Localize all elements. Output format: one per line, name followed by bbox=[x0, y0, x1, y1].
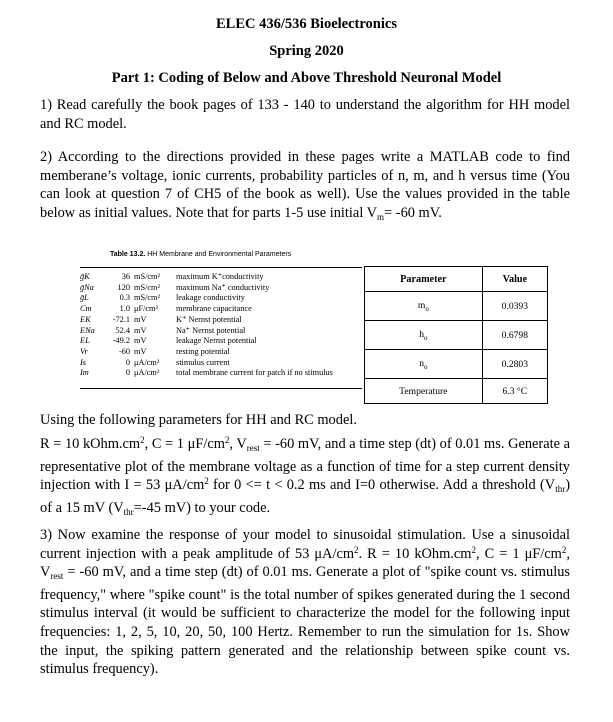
unit-cell: mV bbox=[134, 346, 147, 356]
unit-cell: mS/cm² bbox=[134, 293, 160, 303]
symbol-cell: ENa bbox=[80, 325, 95, 335]
book-table-caption: Table 13.2. HH Membrane and Environmental Parameters bbox=[110, 251, 292, 258]
value-cell: 36 bbox=[121, 272, 130, 281]
table-row bbox=[80, 272, 333, 283]
table-row: Temperature 6.3 °C bbox=[365, 379, 548, 404]
table-row bbox=[80, 315, 333, 326]
symbol-cell: Is bbox=[80, 357, 86, 367]
question-1: 1) Read carefully the book pages of 133 - 140 to understand the algorithm for HH model and RC model. bbox=[40, 97, 570, 132]
part-title: Part 1: Coding of Below and Above Threshold Neuronal Model bbox=[111, 70, 502, 86]
description-cell: maximum Na⁺ conductivity bbox=[176, 282, 270, 292]
term-title: Spring 2020 bbox=[269, 43, 344, 59]
unit-cell: mS/cm² bbox=[134, 282, 160, 292]
value-cell: 1.0 bbox=[119, 304, 130, 314]
table-row: $m_o$ 0.0393 bbox=[365, 292, 548, 321]
hh-parameter-table bbox=[80, 272, 333, 379]
description-cell: maximum K⁺conductivity bbox=[176, 272, 264, 281]
table-rule-top bbox=[80, 267, 362, 268]
header-parameter: Parameter bbox=[365, 267, 483, 292]
table-row: $h_o$ 0.6798 bbox=[365, 321, 548, 350]
symbol-cell: Vr bbox=[80, 346, 88, 356]
unit-cell: mV bbox=[134, 325, 147, 335]
unit-cell: μF/cm² bbox=[134, 304, 158, 314]
table-row bbox=[80, 293, 333, 304]
table-row: $n_o$ 0.2803 bbox=[365, 350, 548, 379]
description-cell: leakage Nernst potential bbox=[176, 336, 257, 346]
value-cell: -49.2 bbox=[112, 336, 130, 346]
table-row bbox=[80, 304, 333, 315]
table-header-row bbox=[365, 267, 548, 292]
description-cell: Na⁺ Nernst potential bbox=[176, 325, 246, 335]
unit-cell: mV bbox=[134, 314, 147, 324]
unit-cell: μA/cm² bbox=[134, 357, 160, 367]
question-3: 3) Now examine the response of your model to sinusoidal stimulation. Use a sinusoidal current injection with a peak amplitude of 53 $\mu A/cm^2$. R = 10 $kOhm.cm^2$, C = 1 $\mu F/cm^2$, $V_{rest} = -60$ mV, and a time step (dt) of 0.01 ms. Generate a plot of "spike count vs. stimulus frequency," where "spike count" is the total number of spikes generated during the 1 second stimulus interval (it would be sufficient to characterize the model for the following input frequencies: 1, 2, 5, 10, 20, 50, 100 Hertz. Remember to run the simulation for 1s. Show the input, the spiking pattern generated and the relationship between spike count vs. stimulus frequency). bbox=[40, 527, 570, 678]
description-cell: membrane capacitance bbox=[176, 304, 252, 314]
initial-values-table bbox=[364, 266, 548, 404]
value-cell: 0.3 bbox=[119, 293, 130, 303]
value-cell: 0 bbox=[125, 368, 130, 378]
symbol-cell: ḡL bbox=[80, 293, 89, 303]
symbol-cell: EL bbox=[80, 336, 90, 346]
table-row bbox=[80, 358, 333, 369]
value-cell: 120 bbox=[117, 282, 130, 292]
value-cell: 0 bbox=[125, 357, 130, 367]
description-cell: K⁺ Nernst potential bbox=[176, 314, 242, 324]
description-cell: leakage conductivity bbox=[176, 293, 245, 303]
parameters-intro: Using the following parameters for HH and RC model. bbox=[40, 412, 357, 428]
symbol-cell: Im bbox=[80, 368, 89, 378]
table-row bbox=[80, 326, 333, 337]
table-row bbox=[80, 347, 333, 358]
table-rule-bottom bbox=[80, 388, 362, 389]
value-cell: 52.4 bbox=[115, 325, 130, 335]
table-row bbox=[80, 283, 333, 294]
symbol-cell: ḡNa bbox=[80, 282, 94, 292]
table-row bbox=[80, 368, 333, 379]
value-cell: -60 bbox=[118, 346, 130, 356]
description-cell: resting potential bbox=[176, 346, 230, 356]
symbol-cell: Cm bbox=[80, 304, 92, 314]
unit-cell: mS/cm² bbox=[134, 272, 160, 281]
description-cell: stimulus current bbox=[176, 357, 230, 367]
course-title: ELEC 436/536 Bioelectronics bbox=[216, 16, 397, 32]
unit-cell: μA/cm² bbox=[134, 368, 160, 378]
description-cell: total membrane current for patch if no stimulus bbox=[176, 368, 333, 378]
unit-cell: mV bbox=[134, 336, 147, 346]
value-cell: -72.1 bbox=[112, 314, 130, 324]
parameters-paragraph: R = 10 $kOhm.cm^2$, C = 1 $\mu F/cm^2$, $V_{rest} = -60$ mV, and a time step (dt) of 0.01 ms. Generate a representative plot of the membrane voltage as a function of time for a step current density injection with I = 53 $\mu A/cm^2$ for 0 <= t < 0.2 ms and I=0 otherwise. Add a threshold $(V_{thr})$ of a 15 mV ($V_{thr}=-45$ mV) to your code. bbox=[40, 435, 571, 517]
question-2: 2) According to the directions provided in these pages write a MATLAB code to find memberane’s voltage, ionic currents, probability particles of n, m, and h versus time (You can look at question 7 of CH5 of the book as well). Use the values provided in the table below as initial values. Note that for parts 1-5 use initial $V_m= -60$ mV. bbox=[40, 149, 570, 222]
symbol-cell: EK bbox=[80, 314, 91, 324]
symbol-cell: ḡK bbox=[80, 272, 90, 281]
header-value: Value bbox=[482, 267, 547, 292]
table-row bbox=[80, 336, 333, 347]
